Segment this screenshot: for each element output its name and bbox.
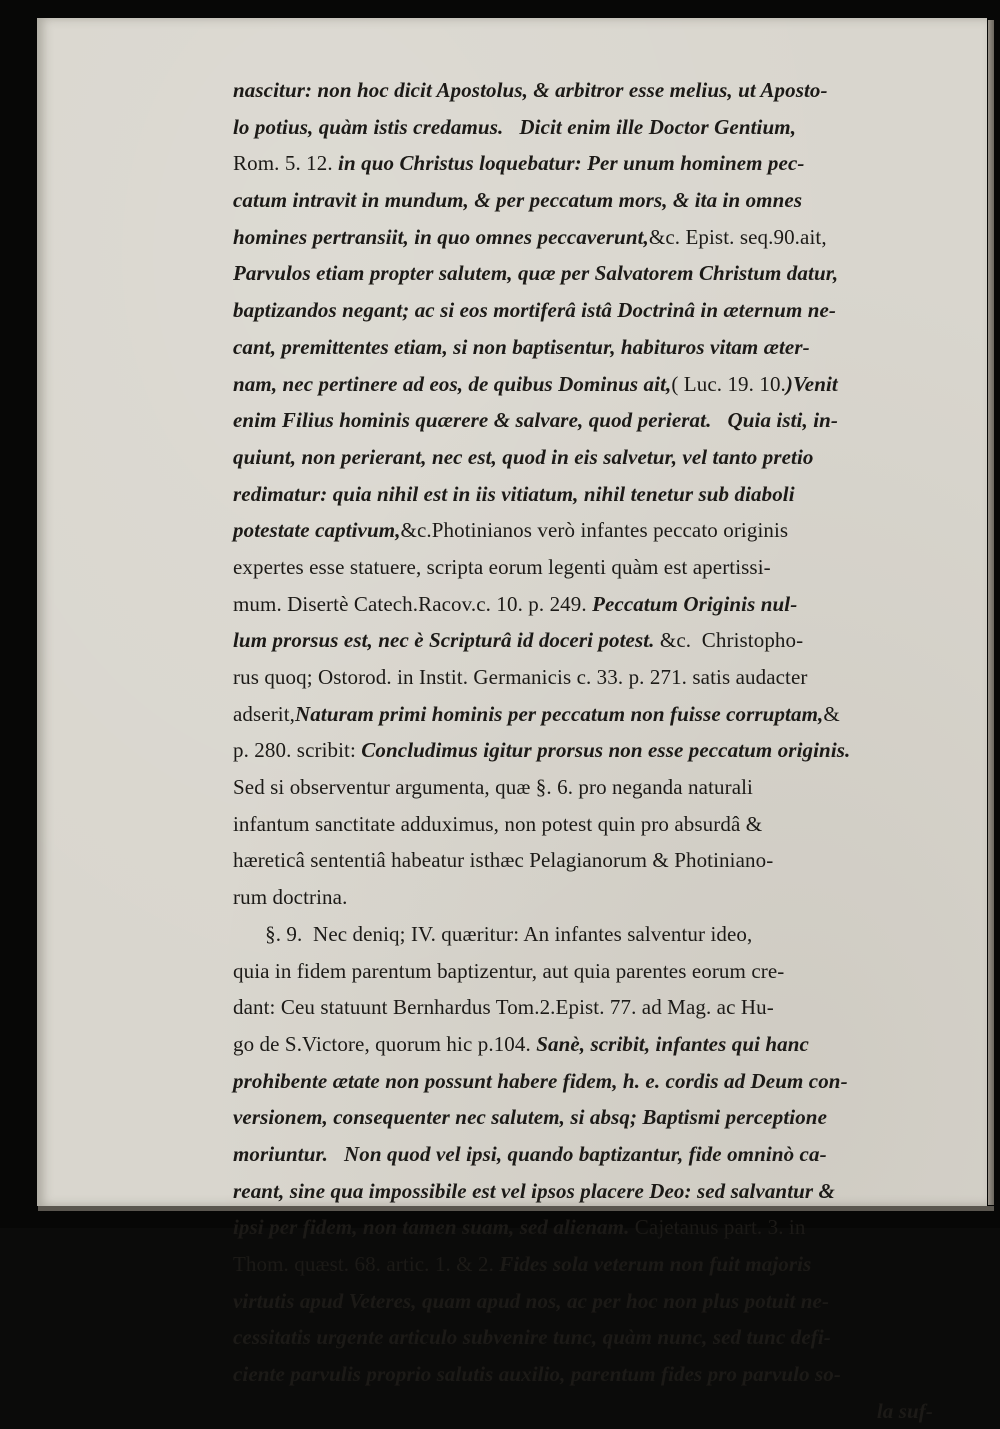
roman-run: expertes esse statuere, scripta eorum legenti quàm est apertissi- — [233, 554, 771, 579]
roman-run: Rom. 5. 12. — [233, 151, 339, 176]
latin-text-block — [233, 72, 933, 1429]
roman-run: mum. Disertè Catech.Racov.c. 10. p. 249. — [233, 591, 593, 616]
text-line — [233, 366, 933, 403]
text-line — [233, 402, 933, 439]
text-line — [233, 1246, 933, 1283]
text-line — [233, 1063, 933, 1100]
text-line — [233, 806, 933, 843]
italic-run: cessitatis urgente articulo subvenire tunc, quàm nunc, sed tunc defi- — [233, 1325, 831, 1350]
text-line — [233, 879, 933, 916]
text-line — [233, 329, 933, 366]
text-line — [233, 622, 933, 659]
text-line — [233, 659, 933, 696]
roman-run: Sed si observentur argumenta, quæ §. 6. pro neganda naturali — [233, 775, 753, 800]
text-line — [233, 732, 933, 769]
italic-run: lum prorsus est, nec è Scripturâ id doceri potest. — [233, 628, 655, 653]
roman-run: ( Luc. 19. 10. — [671, 371, 786, 396]
text-line — [233, 696, 933, 733]
roman-run: Thom. quæst. 68. artic. 1. & 2. — [233, 1252, 500, 1276]
text-line — [233, 292, 933, 329]
text-line — [233, 1173, 933, 1210]
text-line — [233, 1136, 933, 1173]
italic-run: quiunt, non perierant, nec est, quod in eis salvetur, vel tanto pretio — [233, 444, 814, 469]
text-line — [233, 953, 933, 990]
text-line — [233, 1356, 933, 1393]
italic-run: nascitur: non hoc dicit Apostolus, & arbitror esse melius, ut Aposto- — [233, 78, 828, 102]
roman-run: & — [823, 701, 840, 726]
roman-run: Cajetanus part. 3. in — [629, 1215, 806, 1240]
italic-run: Concludimus igitur prorsus non esse peccatum originis. — [361, 738, 851, 763]
text-line — [233, 1319, 933, 1356]
text-line — [233, 476, 933, 513]
text-line — [233, 219, 933, 256]
text-line — [233, 512, 933, 549]
text-line — [233, 439, 933, 476]
roman-run: hæreticâ sententiâ habeatur isthæc Pelagianorum & Photiniano- — [233, 848, 774, 873]
text-line — [233, 145, 933, 182]
text-line — [233, 1283, 933, 1320]
text-line — [233, 1026, 933, 1063]
roman-run: §. 9. Nec deniq; IV. quæritur: An infantes salventur ideo, — [233, 921, 753, 946]
italic-run: Sanè, scribit, infantes qui hanc — [536, 1031, 809, 1056]
text-line — [233, 916, 933, 953]
catchword-text: la suf- — [876, 1398, 933, 1423]
page-edge-right — [988, 20, 994, 1205]
italic-run: nam, nec pertinere ad eos, de quibus Dominus ait, — [233, 371, 672, 396]
text-line — [233, 989, 933, 1026]
italic-run: versionem, consequenter nec salutem, si absq; Baptismi perceptione — [233, 1105, 827, 1130]
italic-run: potestate captivum, — [233, 518, 401, 543]
italic-run: homines pertransiit, in quo omnes peccaverunt, — [233, 224, 649, 249]
italic-run: ciente parvulis proprio salutis auxilio, parentum fides pro parvulo so- — [233, 1362, 841, 1387]
italic-run: virtutis apud Veteres, quam apud nos, ac per hoc non plus potuit ne- — [233, 1288, 830, 1313]
text-line — [233, 72, 933, 109]
roman-run: &c. Epist. seq.90.ait, — [648, 224, 827, 249]
italic-run: )Venit — [785, 371, 838, 396]
roman-run: rum doctrina. — [233, 885, 348, 910]
roman-run: &c.Photinianos verò infantes peccato originis — [400, 518, 789, 543]
italic-run: baptizandos negant; ac si eos mortiferâ istâ Doctrinâ in æternum ne- — [233, 298, 837, 323]
roman-run: rus quoq; Ostorod. in Instit. Germanicis c. 33. p. 271. satis audacter — [233, 665, 808, 689]
roman-run: go de S.Victore, quorum hic p.104. — [233, 1031, 537, 1056]
roman-run: adserit, — [233, 701, 296, 726]
catchword — [233, 1393, 933, 1429]
italic-run: lo potius, quàm istis credamus. Dicit enim ille Doctor Gentium, — [233, 114, 797, 139]
italic-run: cant, premittentes etiam, si non baptisentur, habituros vitam æter- — [233, 334, 810, 359]
roman-run: infantum sanctitate adduximus, non potest quin pro absurdâ & — [233, 811, 763, 836]
italic-run: Parvulos etiam propter salutem, quæ per Salvatorem Christum datur, — [233, 261, 839, 286]
italic-run: reant, sine qua impossibile est vel ipsos placere Deo: sed salvantur & — [233, 1178, 835, 1203]
text-line — [233, 109, 933, 146]
text-line — [233, 769, 933, 806]
roman-run: p. 280. scribit: — [233, 738, 362, 763]
text-line — [233, 1099, 933, 1136]
italic-run: moriuntur. Non quod vel ipsi, quando baptizantur, fide omninò ca- — [233, 1141, 827, 1166]
italic-run: Naturam primi hominis per peccatum non fuisse corruptam, — [295, 701, 824, 726]
italic-run: enim Filius hominis quærere & salvare, quod perierat. Quia isti, in- — [233, 408, 838, 433]
italic-run: redimatur: quia nihil est in iis vitiatum, nihil tenetur sub diaboli — [233, 481, 795, 506]
roman-run: dant: Ceu statuunt Bernhardus Tom.2.Epist. 77. ad Mag. ac Hu- — [233, 995, 774, 1020]
italic-run: catum intravit in mundum, & per peccatum mors, & ita in omnes — [233, 188, 803, 213]
text-line — [233, 182, 933, 219]
text-line — [233, 842, 933, 879]
italic-run: prohibente ætate non possunt habere fidem, h. e. cordis ad Deum con- — [233, 1068, 848, 1093]
text-line — [233, 255, 933, 292]
italic-run: ipsi per fidem, non tamen suam, sed alienam. — [233, 1215, 630, 1240]
italic-run: Fides sola veterum non fuit majoris — [499, 1252, 812, 1276]
roman-run: quia in fidem parentum baptizentur, aut quia parentes eorum cre- — [233, 958, 785, 983]
italic-run: Peccatum Originis nul- — [592, 591, 798, 616]
roman-run: &c. Christopho- — [654, 628, 804, 653]
italic-run: in quo Christus loquebatur: Per unum hominem pec- — [338, 151, 805, 176]
text-line — [233, 549, 933, 586]
text-line — [233, 586, 933, 623]
